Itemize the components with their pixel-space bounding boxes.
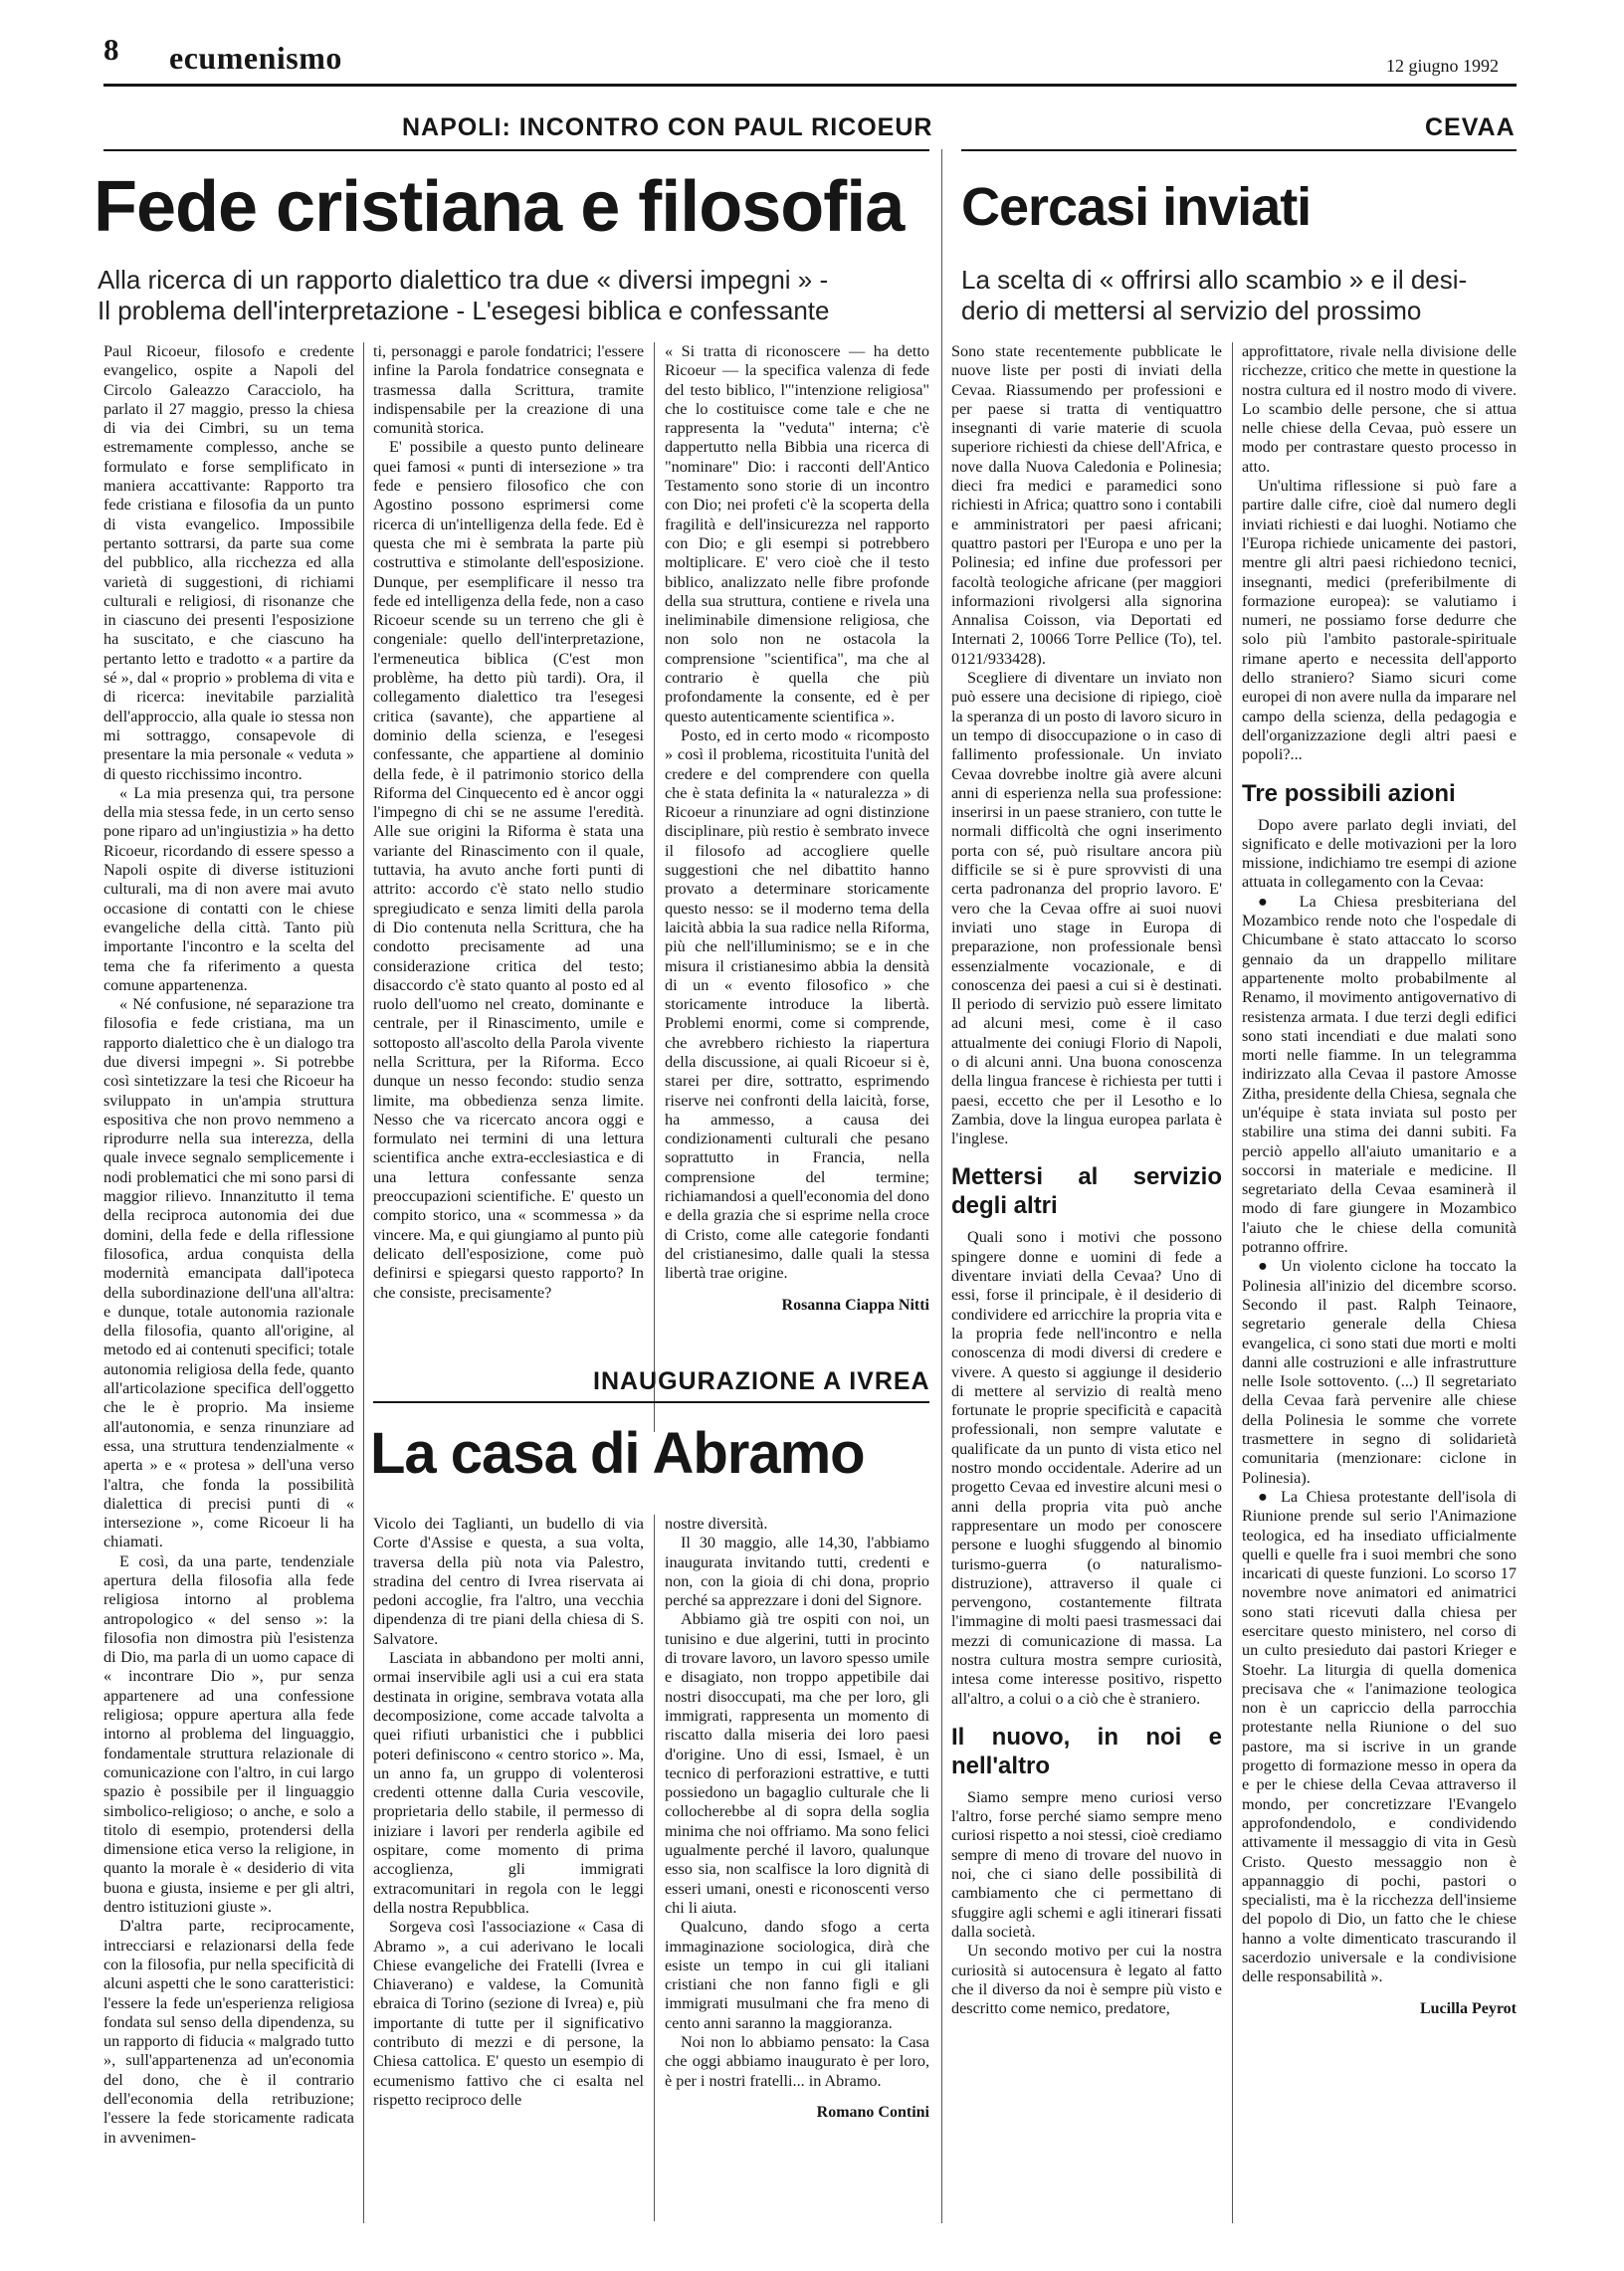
article2-col2-para: Il 30 maggio, alle 14,30, l'abbiamo inaugurata invitando tutti, credenti e non, con la gioia di chi dona, proprio perché sa apprezzare i doni del Signore. (665, 1534, 929, 1610)
article1-col1-para: E così, da una parte, tendenziale apertura della filosofia alla fede religiosa intorno al problema antropologico « del senso »: la filosofia non dimostra più l'esistenza di Dio, ma parla di un uomo capace di « incontrare Dio », pur senza appartenere ad una confessione religiosa; oppure apertura alla fede intorno al problema del linguaggio, fondamentale struttura relazionale di comunicazione con l'altro, in cui largo spazio è possibile per il linguaggio simbolico-religioso; o anche, e solo a titolo di esempio, protendersi della dimensione etica verso la religione, in quanto la morale è « desiderio di vita buona e giusta, insieme e per gli altri, dentro istituzioni giuste ». (103, 1551, 354, 1917)
masthead-date: 12 giugno 1992 (1386, 56, 1500, 76)
masthead-section-title: ecumenismo (169, 40, 342, 76)
article1-column-3 (665, 342, 929, 1432)
article3-col2-para: ● Un violento ciclone ha toccato la Polinesia all'inizio del dicembre scorso. Secondo il past. Ralph Teinaore, segretario generale della Chiesa evangelica, ci sono stati due morti e molti danni alle costruzioni e alle infrastrutture nelle Isole sottovento. (...) Il segretariato della Cevaa farà pervenire alle chiese della Polinesia le somme che vorrete trasmettere in segno di solidarietà comunitaria (menzionare: ciclone in Polinesia). (1242, 1257, 1517, 1487)
column-divider (654, 1515, 655, 2221)
article3-deck (961, 265, 1519, 326)
article3-col2-para: approfittatore, rivale nella divisione delle ricchezze, critico che mette in questione la nostra cultura ed il nostro modo di vivere. Lo scambio delle persone, che si attua nelle chiese della Cevaa, può essere un modo per contrastare questo processo in atto. (1242, 342, 1517, 476)
article3-headline: Cercasi inviati (961, 177, 1312, 237)
article3-col2-para: Un'ultima riflessione si può fare a partire dalle cifre, cioè dal numero degli inviati richiesti e dai luoghi. Notiamo che l'Europa richiede unicamente dei pastori, mentre gli altri paesi richiedono tecnici, insegnanti, medici (preferibilmente di formazione europea): se valutiamo i numeri, ne possiamo forse dedurre che solo più l'ambito pastorale-spirituale rimane aperto e necessita dell'apporto dello straniero? Siamo sicuri come europei di non avere nulla da imparare nel campo della scienza, della pedagogia e dell'organizzazione degli altri paesi e popoli?... (1242, 477, 1517, 764)
article1-column-1 (103, 342, 354, 2235)
article3-col1-para: Scegliere di diventare un inviato non può essere una decisione di ripiego, cioè la speranza di un posto di lavoro sicuro in un tempo di disoccupazione o in caso di fallimento professionale. Un inviato Cevaa dovrebbe inoltre già avere alcuni anni di esperienza nella sua professione: inserirsi in un paese straniero, con tutte le normali difficoltà che ogni inserimento porta con sé, può risultare ancora più difficile se si è pure sprovvisti di una certa padronanza del proprio lavoro. E' vero che la Cevaa offre ai suoi nuovi inviati uno stage in Europa di preparazione, non professionale bensì essenzialmente vocazionale, e di conoscenza dei paesi a cui si è destinati. Il periodo di servizio può essere limitato ad alcuni mesi, come è il caso attualmente dei coniugi Florio di Napoli, o di alcuni anni. Una buona conoscenza della lingua francese è richiesta per tutti i paesi, eccetto che per il Lesotho e lo Zambia, dove la lingua europea parlata è l'inglese. (951, 669, 1222, 1148)
column-divider (1232, 342, 1233, 2223)
article1-kicker: NAPOLI: INCONTRO CON PAUL RICOEUR (402, 113, 933, 141)
article2-kicker: INAUGURAZIONE A IVREA (593, 1367, 930, 1395)
article3-col2-para: Dopo avere parlato degli inviati, del significato e delle motivazioni per la loro missione, indichiamo tre esempi di azione attuata in collegamento con la Cevaa: (1242, 815, 1517, 892)
article3-deck-line-1: La scelta di « offrirsi allo scambio » e il desi- (961, 265, 1468, 295)
article1-col1-para: « La mia presenza qui, tra persone della mia stessa fede, in un certo senso pone riparo ad un'ingiustizia » ha detto Ricoeur, ricordando di essere spesso a Napoli ospite di diverse istituzioni culturali, ma di non avere mai avuto occasione di contatti con le chiese evangeliche della città. Tanto più importante l'incontro e la scelta del tema che fa riferimento a questa comune appartenenza. (103, 783, 354, 994)
article3-col1-para: Siamo sempre meno curiosi verso l'altro, forse perché siamo sempre meno curiosi rispetto a noi stessi, cioè crediamo sempre di meno di trovare del nuovo in noi, che ci siano delle possibilità di cambiamento che ci permettano di sfuggire agli schemi e agli itinerari fissati dalla società. (951, 1787, 1222, 1941)
article1-col3-para: Posto, ed in certo modo « ricomposto » così il problema, ricostituita l'unità del credere e del comprendere con quella che è stata definita la « naturalezza » di Ricoeur a rinunziare ad ogni distinzione disciplinare, più restio è sembrato invece il filosofo ad accogliere quelle suggestioni che nel dibattito hanno provato a determinare storicamente questo nesso: se il moderno tema della laicità abbia la sua radice nella Riforma, più che nell'illuminismo; se e in che misura il cristianesimo abbia la densità di un « evento filosofico » che storicamente introduce la libertà. Problemi enormi, come si comprende, che avrebbero richiesto la riapertura della discussione, ai quali Ricoeur si è, starei per dire, sottratto, esprimendo riserve nei confronti della laicità, forse, ha ammesso, a causa dei condizionamenti culturali che pesano soprattutto in Francia, nella comprensione del termine; richiamandosi a quell'economia del dono e della grazia che si esprime nella croce di Cristo, come alle categorie fondanti del cristianesimo, dalle quali la stessa libertà trae origine. (665, 725, 929, 1283)
article1-deck (98, 265, 931, 326)
article1-col2-para: ti, personaggi e parole fondatrici; l'essere infine la Parola fondatrice consegnata e trasmessa dalla Scrittura, tramite indispensabile per la creazione di una comunità storica. (373, 342, 644, 438)
article3-column-1 (951, 342, 1222, 2235)
article2-signature: Romano Contini (816, 2103, 929, 2121)
masthead-rule (103, 84, 1517, 87)
article2-kicker-rule (373, 1401, 929, 1403)
article1-col1-para: « Né confusione, né separazione tra filosofia e fede cristiana, ma un rapporto dialettico che è un dialogo tra due diversi impegni ». Si potrebbe così sintetizzare la tesi che Ricoeur ha sviluppato in un'ampia struttura espositiva che non provo nemmeno a riprodurre nella sua interezza, della quale invece segnalo semplicemente i nodi problematici che mi sono parsi di maggior rilievo. Innanzitutto il tema della reciproca autonomia dei due domini, della fede e della riflessione filosofica, ardua conquista della modernità emancipata dall'ipoteca della subordinazione dell'una all'altra: e dunque, totale autonomia razionale della filosofia, quanto all'origine, al metodo ed ai contenuti specifici; totale autonomia religiosa della fede, quanto all'articolazione specifica dell'oggetto che le è proprio. Ma insieme all'autonomia, e senza rinunziare ad essa, una struttura tendenzialmente « aperta » e « protesa » dell'una verso l'altra, che fonda la possibilità dialettica di precisi punti di « intersezione », come Ricoeur li ha chiamati. (103, 995, 354, 1551)
article1-deck-line-2: Il problema dell'interpretazione - L'esegesi biblica e confessante (98, 296, 830, 325)
article3-col2-para: ● La Chiesa presbiteriana del Mozambico rende noto che l'ospedale di Chicumbane è stato attaccato lo scorso gennaio da un drappello militare appartenente molto probabilmente al Renamo, il movimento antigovernativo di resistenza armata. I due terzi degli edifici sono stati incendiati e due malati sono morti nelle fiamme. In un telegramma indirizzato alla Cevaa il pastore Amosse Zitha, presidente della Chiesa, segnala che un'équipe è stata inviata sul posto per stabilire una stima dei danni subiti. Fa perciò appello all'aiuto umanitario e a soccorsi in materiale e medicine. Il segretariato della Cevaa esaminerà il modo di fare giungere in Mozambico l'aiuto che le chiese della comunità potranno offrire. (1242, 892, 1517, 1257)
article3-col1-para: Un secondo motivo per cui la nostra curiosità si autocensura è legato al fatto che il diverso da noi è sempre più visto e descritto come nemico, predatore, (951, 1942, 1222, 2018)
article2-col1-para: Sorgeva così l'associazione « Casa di Abramo », a cui aderivano le locali Chiese evangeliche dei Fratelli (Ivrea e Chiaverano) e valdese, la Comunità ebraica di Torino (sezione di Ivrea) e, più importante di tutte per il significativo contributo di mezzi e di persone, la Chiesa cattolica. E' questo un esempio di ecumenismo fattivo che ci esalta nel rispetto reciproco delle (373, 1918, 644, 2109)
article2-col2-para: nostre diversità. (665, 1515, 768, 1533)
article2-column-2 (665, 1515, 929, 2233)
article2-col1-para: Lasciata in abbandono per molti anni, ormai inservibile agli usi a cui era stata destinata in origine, sembrava votata alla decomposizione, come accade talvolta a quei rifiuti urbanistici che i pubblici poteri definiscono « centro storico ». Ma, un anno fa, un gruppo di volenterosi credenti ottenne dalla Curia vescovile, proprietaria dello stabile, il permesso di iniziare i lavori per renderla agibile ed ospitare, come momento di prima accoglienza, gli immigrati extracomunitari in regola con le leggi della nostra Repubblica. (373, 1649, 644, 1917)
masthead-page-number: 8 (103, 32, 119, 67)
article3-col1-para: Sono state recentemente pubblicate le nuove liste per posti di inviati della Cevaa. Riassumendo per professioni e per paese si tratta di ventiquattro insegnanti di varie materie di scuola superiore richiesti da chiese dell'Africa, e nove dalla Nuova Caledonia e Polinesia; dieci fra medici e paramedici sono richiesti in Africa; quattro sono i contabili e amministratori per paesi africani; quattro pastori per l'Europa e uno per la Polinesia; ed infine due professori per facoltà teologiche africane (per maggiori informazioni rivolgersi alla signorina Annalisa Coisson, via Deportati ed Internati 2, 10066 Torre Pellice (To), tel. 0121/933428). (951, 342, 1222, 668)
article1-signature: Rosanna Ciappa Nitti (781, 1296, 929, 1314)
article-divider (941, 149, 942, 2223)
article2-col1-para: Vicolo dei Taglianti, un budello di via Corte d'Assise e questa, a sua volta, traversa della più nota via Palestro, stradina del centro di Ivrea riservata ai pedoni accoglie, fra l'altro, una vecchia dipendenza di tre piani della chiesa di S. Salvatore. (373, 1515, 644, 1648)
article2-col2-para: Qualcuno, dando sfogo a certa immaginazione sociologica, dirà che esiste un tempo in cui gli italiani cristiani che non fanno figli e gli immigrati musulmani che fra meno di cento anni saranno la maggioranza. (665, 1918, 929, 2032)
article3-subheading-azioni: Tre possibili azioni (1242, 779, 1456, 807)
article3-column-2 (1242, 342, 1517, 2235)
article1-column-2 (373, 342, 644, 1432)
article1-col1-para: D'altra parte, reciprocamente, intrecciarsi e relazionarsi della fede con la filosofia, pur nella specificità di alcuni aspetti che le sono caratteristici: l'essere la fede un'esperienza religiosa fondata sul senso della dipendenza, su un rapporto di fiducia « malgrado tutto », sull'appartenenza ad un'economia del dono, che è il contrario dell'economia della retribuzione; l'essere la fede storicamente radicata in avvenimen- (103, 1917, 354, 2147)
article1-col1-para: Paul Ricoeur, filosofo e credente evangelico, ospite a Napoli del Circolo Galeazzo Caracciolo, ha parlato il 27 maggio, presso la chiesa di via dei Cimbri, su un tema estremamente complesso, anche se formulato e forse semplificato in maniera accattivante: Rapporto tra fede cristiana e filosofia da un punto di vista evangelico. Impossibile pertanto sottrarsi, da parte sua come del pubblico, alla ricchezza ed alla varietà di suggestioni, di richiami culturali e religiosi, di risonanze che in ciascuno dei presenti l'esposizione ha suscitato, e che ciascuno ha pertanto letto e tradotto « a partire da sé », dal « proprio » problema di vita e di ricerca: inevitabile parzialità dell'approccio, alla quale io stessa non mi sottraggo, consapevole di presentare la mia personale « veduta » di questo ricchissimo incontro. (103, 342, 354, 783)
article1-headline: Fede cristiana e filosofia (94, 167, 905, 247)
article3-deck-line-2: derio di mettersi al servizio del prossimo (961, 296, 1422, 325)
article2-col2-para: Noi non lo abbiamo pensato: la Casa che oggi abbiamo inaugurato è per loro, è per i nostri fratelli... in Abramo. (665, 2033, 929, 2090)
article1-col3-para: « Si tratta di riconoscere — ha detto Ricoeur — la specifica valenza di fede del testo biblico, l'"intenzione religiosa" che lo costituisce come tale e che ne rappresenta la "veduta" interna; c'è dappertutto nella Bibbia una ricerca di "nominare" Dio: i racconti dell'Antico Testamento sono storie di un incontro con Dio; nei profeti c'è la scoperta della fragilità e dell'insicurezza nel rapporto con Dio; e gli esempi si potrebbero moltiplicare. E' vero cioè che il testo biblico, analizzato nelle fibre profonde della sua struttura, contiene e rivela una ineliminabile dimensione religiosa, che non solo non ne ostacola la comprensione "scientifica", ma che al contrario è quella che più profondamente la consente, ed è per questo autenticamente scientifica ». (665, 342, 929, 725)
article1-deck-line-1: Alla ricerca di un rapporto dialettico tra due « diversi impegni » - (98, 265, 829, 295)
article2-col2-para: Abbiamo già tre ospiti con noi, un tunisino e due algerini, tutti in procinto di trovare lavoro, un lavoro spesso umile e disagiato, non troppo appetibile dai nostri disoccupati, ma che per loro, gli immigrati, rappresenta un momento di riscatto dalla miseria dei loro paesi d'origine. Uno di essi, Ismael, è un tecnico di perforazioni estrattive, e tutti possiedono un bagaglio culturale che li collocherebbe al di sopra della soglia minima che noi offriamo. Ma sono felici ugualmente perché il lavoro, qualunque esso sia, non scalfisce la loro dignità di esseri umani, onesti e riconoscenti verso chi li aiuta. (665, 1610, 929, 1917)
article3-signature: Lucilla Peyrot (1419, 1999, 1517, 2017)
article3-col1-para: Quali sono i motivi che possono spingere donne e uomini di fede a diventare inviati della Cevaa? Uno di essi, forse il principale, è il desiderio di condividere ed arricchire la propria vita e la propria fede nell'incontro e nella conoscenza di modi diversi di credere e vivere. A questo si aggiunge il desiderio di mettere al servizio di realtà meno fortunate le proprie specificità e capacità professionali, non sempre valutate e qualificate da un punto di vista etico nel nostro mondo occidentale. Aderire ad un progetto Cevaa ed investire alcuni mesi o anni della propria vita può anche rappresentare un modo per conoscere persone e luoghi sfuggendo al binomio turismo-guerra (o naturalismo-distruzione), attraverso il quale ci pervengono, costantemente filtrata l'immagine di molti paesi trasmessaci dai mezzi di comunicazione di massa. La nostra cultura mostra sempre curiosità, intesa come interesse positivo, rispetto all'altro, a colui o a ciò che è straniero. (951, 1228, 1222, 1708)
article3-kicker: CEVAA (1425, 113, 1516, 141)
article3-col2-para: ● La Chiesa protestante dell'isola di Riunione prende sul serio l'Animazione teologica, ed ha insediato ufficialmente quelli e quelle fra i suoi membri che sono incaricati di queste funzioni. Lo scorso 17 novembre nove animatori ed animatrici sono stati ricevuti dalla chiesa per esercitare questo ministero, nel corso di un culto presieduto dai pastori Krieger e Stoehr. La liturgia di quella domenica precisava che « l'animazione teologica non è un capriccio della parrocchia protestante nella Riunione o del suo pastore, ma si iscrive in un grande progetto di formazione messo in opera da e per le chiese della Cevaa attraverso il mondo, per concretizzare l'Evangelo approfondendolo, e condividendo attivamente il messaggio di vita in Gesù Cristo. Questo messaggio non è appannaggio di pochi, pastori o specialisti, ma è la ricchezza dell'insieme del popolo di Dio, un fatto che le chiese hanno a volte dimenticato trascurando il sacerdozio universale e la condivisione delle responsabilità ». (1242, 1487, 1517, 1986)
article2-column-1 (373, 1515, 644, 2233)
article3-kicker-rule (961, 149, 1517, 151)
article3-subheading-nuovo: Il nuovo, in noi e nell'altro (951, 1723, 1222, 1779)
column-divider (363, 342, 364, 2223)
article1-col2-para: E' possibile a questo punto delineare quei famosi « punti di intersezione » tra fede e pensiero filosofico che con Agostino possono esprimersi come ricerca di un'intelligenza della fede. Ed è questa che mi è sembrata la parte più costruttiva e stimolante dell'esposizione. Dunque, per esemplificare il nesso tra fede ed intelligenza della fede, non a caso Ricoeur scende su un terreno che gli è congeniale: quello dell'interpretazione, l'ermeneutica biblica (C'est mon problème, ha detto più tardi). Ora, il collegamento dialettico tra l'esegesi critica (savante), che appartiene al dominio della scienza, e l'esegesi confessante, che appartiene al dominio della fede, è il patrimonio storico della Riforma del Cinquecento ed è ancor oggi l'impegno di chi se ne assume l'eredità. Alle sue origini la Riforma è stata una variante del Rinascimento con il quale, tuttavia, ha avuto anche forti punti di attrito: accordo c'è stato nello studio spregiudicato e senza limiti della parola di Dio contenuta nella Scrittura, che ha condotto precisamente ad una considerazione critica del testo; disaccordo c'è stato quanto al posto ed al ruolo dell'uomo nel creato, dominante e centrale, per il Rinascimento, umile e sottoposto all'ascolto della Parola vivente nella Scrittura, per la Riforma. Ecco dunque un nesso fecondo: studio senza limite, ma obbedienza senza limite. Nesso che va ricercato ancora oggi e formulato nei termini di una lettura scientifica anche extra-ecclesiastica e di una lettura confessante senza preoccupazioni scientifiche. E' questo un compito storico, una « scommessa » da vincere. Ma, e qui giungiamo al punto più delicato dell'esposizione, come può definirsi e spiegarsi questo rapporto? In che consiste, precisamente? (373, 438, 644, 1302)
article2-headline: La casa di Abramo (370, 1421, 865, 1486)
column-divider (654, 342, 655, 1432)
article1-kicker-rule (103, 149, 929, 151)
article3-subheading-mettersi: Mettersi al servizio degli altri (951, 1163, 1222, 1220)
